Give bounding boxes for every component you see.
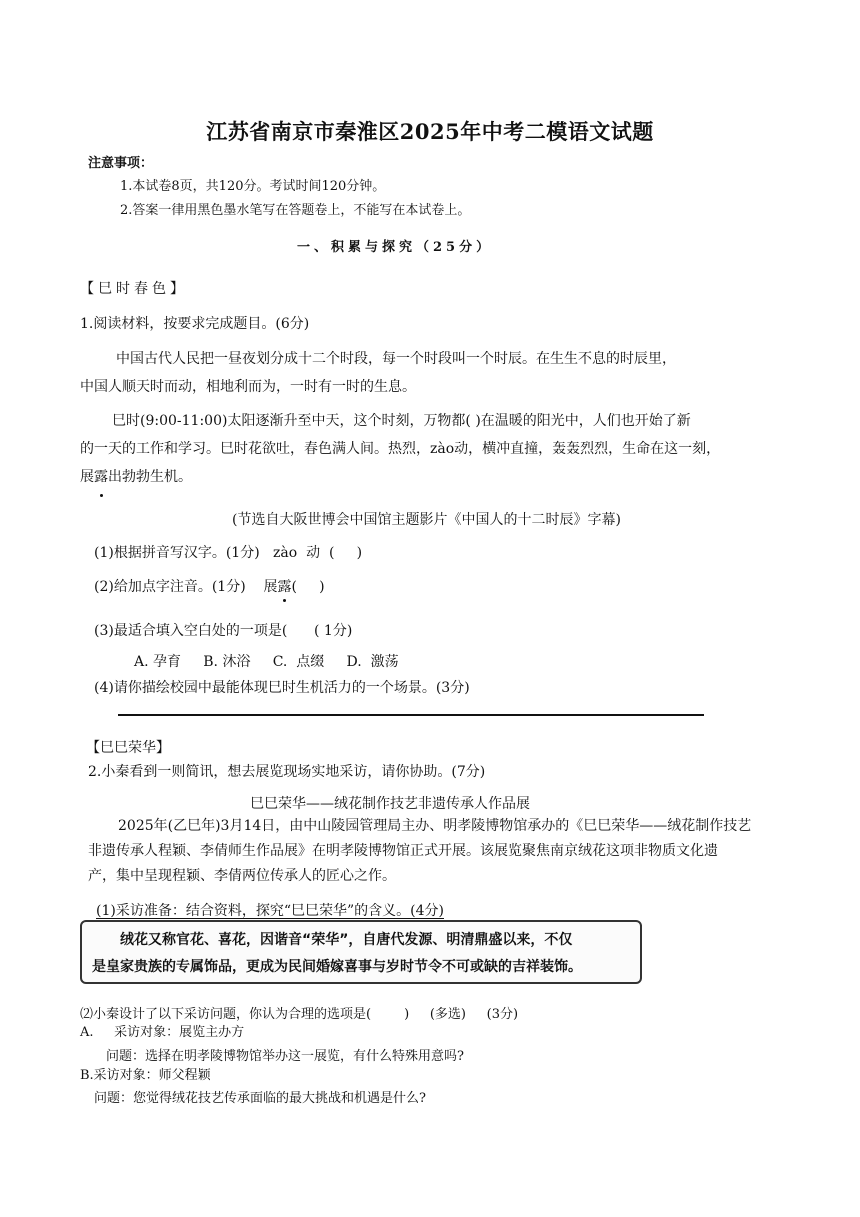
page-title: 江苏省南京市秦淮区2025年中考二模语文试题 — [206, 119, 654, 144]
passage-paragraph-1 — [80, 345, 780, 401]
text-fragment: ( ) — [291, 579, 325, 595]
text-fragment: 出勃勃生机。 — [108, 469, 192, 485]
news-body — [88, 814, 788, 889]
text-fragment: 展 — [80, 469, 94, 485]
reference-material-box — [80, 920, 642, 984]
dotted-character: 露 — [94, 463, 108, 491]
answer-line — [118, 714, 704, 716]
reference-line: 是皇家贵族的专属饰品，更成为民间婚嫁喜事与岁时节令不可或缺的吉祥装饰。 — [92, 959, 582, 975]
notes-item-1: 1.本试卷8页，共120分。考试时间120分钟。 — [120, 179, 386, 194]
notes-heading: 注意事项： — [88, 156, 154, 171]
text-fragment: (2)给加点字注音。(1分) 展 — [94, 579, 278, 595]
subquestion-2-2: ⑵小秦设计了以下采访问题，你认为合理的选项是( ) (多选) (3分) — [80, 1007, 519, 1022]
notes-item-2: 2.答案一律用黑色墨水笔写在答题卷上，不能写在本试卷上。 — [120, 203, 471, 218]
passage-source: (节选自大阪世博会中国馆主题影片《中国人的十二时辰》字幕) — [232, 512, 621, 528]
passage-line: 中国古代人民把一昼夜划分成十二个时段，每一个时段叫一个时辰。在生生不息的时辰里， — [116, 351, 676, 367]
news-title: 巳巳荣华——绒花制作技艺非遗传承人作品展 — [250, 796, 530, 812]
part2-tag: 【巳巳荣华】 — [86, 740, 170, 756]
subquestion-1-2 — [94, 576, 325, 596]
option-b-question: 问题：您觉得绒花技艺传承面临的最大挑战和机遇是什么? — [94, 1091, 426, 1106]
subquestion-1-1: (1)根据拼音写汉字。(1分) zào 动 ( ) — [94, 545, 363, 561]
subquestion-1-4: (4)请你描绘校园中最能体现巳时生机活力的一个场景。(3分) — [94, 680, 470, 696]
subquestion-1-3: (3)最适合填入空白处的一项是( ( 1分) — [94, 623, 353, 639]
section-heading: 一、积累与探究（25分） — [297, 240, 494, 255]
question-1: 1.阅读材料，按要求完成题目。(6分) — [80, 316, 310, 332]
subquestion-1-3-options: A. 孕育 B. 沐浴 C. 点缀 D. 激荡 — [134, 654, 399, 670]
passage-line — [80, 463, 780, 491]
subquestion-2-1: (1)采访准备：结合资料，探究“巳巳荣华”的含义。(4分) — [96, 903, 444, 919]
question-2: 2.小秦看到一则简讯，想去展览现场实地采访，请你协助。(7分) — [88, 764, 486, 780]
part1-tag: 【巳时春色】 — [80, 281, 188, 297]
dotted-character: 露 — [277, 576, 291, 596]
passage-paragraph-2 — [80, 407, 780, 491]
news-line: 产，集中呈现程颖、李倩两位传承人的匠心之作。 — [88, 868, 396, 884]
option-a-question: 问题：选择在明孝陵博物馆举办这一展览，有什么特殊用意吗? — [106, 1049, 464, 1064]
passage-line: 的一天的工作和学习。巳时花欲吐，春色满人间。热烈，zào动，横冲直撞，轰轰烈烈，生命在这一刻， — [80, 441, 721, 457]
reference-line: 绒花又称官花、喜花，因谐音“荣华”，自唐代发源、明清鼎盛以来，不仅 — [120, 932, 573, 948]
option-b-target: B.采访对象：师父程颖 — [80, 1068, 211, 1083]
passage-line: 中国人顺天时而动，相地利而为，一时有一时的生息。 — [80, 379, 416, 395]
news-line: 非遗传承人程颖、李倩师生作品展》在明孝陵博物馆正式开展。该展览聚焦南京绒花这项非物质文化遗 — [88, 843, 718, 859]
option-a-target: A. 采访对象：展览主办方 — [80, 1025, 245, 1040]
news-line: 2025年(乙巳年)3月14日，由中山陵园管理局主办、明孝陵博物馆承办的《巳巳荣华——绒花制作技艺 — [118, 818, 752, 834]
passage-line: 巳时(9:00-11:00)太阳逐渐升至中天，这个时刻，万物都( )在温暖的阳光中，人们也开始了新 — [112, 413, 691, 429]
